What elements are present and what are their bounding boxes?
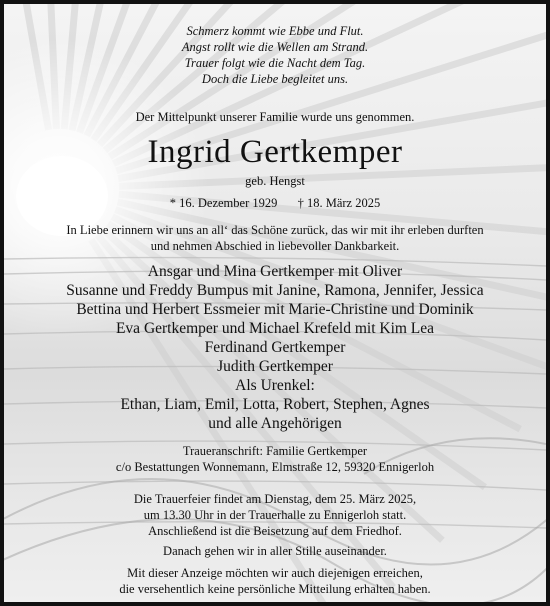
address-line: c/o Bestattungen Wonnemann, Elmstraße 12, 59320 Ennigerloh: [115, 460, 435, 474]
family-line: Judith Gertkemper: [217, 358, 333, 375]
intro-text: Der Mittelpunkt unserer Familie wurde uns genommen.: [135, 110, 415, 124]
family-line: Ethan, Liam, Emil, Lotta, Robert, Stephen, Agnes: [120, 396, 430, 413]
closing-line: Mit dieser Anzeige möchten wir auch diejenigen erreichen,: [127, 566, 423, 580]
poem-line: Angst rollt wie die Wellen am Strand.: [181, 40, 369, 54]
family-line: Ferdinand Gertkemper: [204, 339, 346, 356]
remembrance-line: und nehmen Abschied in liebevoller Dankbarkeit.: [150, 239, 400, 253]
ceremony-line: Anschließend ist die Beisetzung auf dem Friedhof.: [148, 524, 402, 538]
family-line: Ansgar und Mina Gertkemper mit Oliver: [147, 263, 403, 280]
family-line: Eva Gertkemper und Michael Krefeld mit Kim Lea: [115, 320, 435, 337]
birth-name: geb. Hengst: [245, 174, 305, 188]
life-dates: [4, 196, 546, 211]
family-line: Susanne und Freddy Bumpus mit Janine, Ramona, Jennifer, Jessica: [66, 282, 484, 299]
death-date: † 18. März 2025: [297, 196, 381, 210]
deceased-name: Ingrid Gertkemper: [147, 134, 403, 170]
poem-line: Trauer folgt wie die Nacht dem Tag.: [184, 56, 366, 70]
ceremony-line: Danach gehen wir in aller Stille auseinander.: [163, 544, 387, 558]
family-line: und alle Angehörigen: [208, 415, 342, 432]
ceremony-line: um 13.30 Uhr in der Trauerhalle zu Ennigerloh statt.: [143, 508, 407, 522]
address-line: Traueranschrift: Familie Gertkemper: [182, 444, 368, 458]
poem-line: Doch die Liebe begleitet uns.: [201, 72, 349, 86]
birth-date: * 16. Dezember 1929: [169, 196, 278, 210]
poem-line: Schmerz kommt wie Ebbe und Flut.: [186, 24, 364, 38]
ceremony-line: Die Trauerfeier findet am Dienstag, dem 25. März 2025,: [133, 492, 417, 506]
remembrance-line: In Liebe erinnern wir uns an all‘ das Schöne zurück, das wir mit ihr erleben durften: [66, 223, 484, 237]
family-line: Als Urenkel:: [235, 377, 315, 394]
family-line: Bettina und Herbert Essmeier mit Marie-Christine und Dominik: [76, 301, 474, 318]
closing-line: die versehentlich keine persönliche Mitteilung erhalten haben.: [119, 582, 431, 596]
